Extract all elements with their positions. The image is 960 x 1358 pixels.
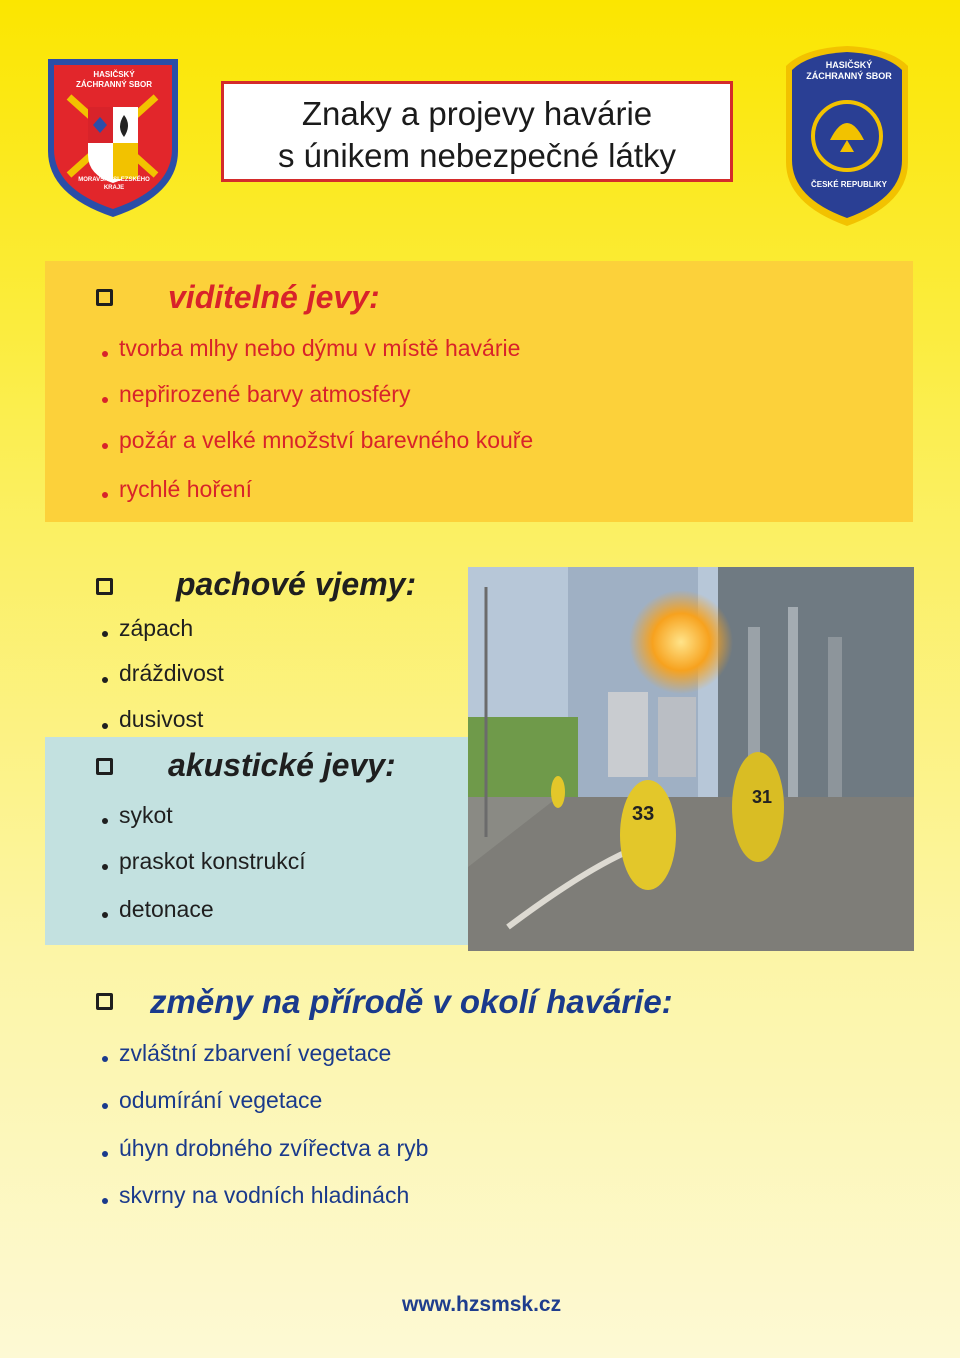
checkbox-icon [96, 758, 113, 775]
acoustic-item: sykot [119, 802, 173, 828]
nature-item: úhyn drobného zvířectva a ryb [119, 1135, 429, 1161]
bullet-icon [102, 677, 108, 683]
bullet-icon [102, 1198, 108, 1204]
acoustic-item: detonace [119, 896, 214, 922]
checkbox-icon [96, 289, 113, 306]
logo-left-text-top: HASIČSKÝ ZÁCHRANNÝ SBOR [76, 70, 152, 89]
visible-item: požár a velké množství barevného kouře [119, 427, 534, 453]
bullet-icon [102, 864, 108, 870]
bullet-icon [102, 818, 108, 824]
hazmat-photo [468, 567, 914, 951]
title-line2: s únikem nebezpečné látky [277, 137, 677, 174]
smell-item: zápach [119, 615, 194, 641]
bullet-icon [102, 443, 108, 449]
acoustic-item: praskot konstrukcí [119, 848, 306, 874]
nature-item: zvláštní zbarvení vegetace [119, 1040, 392, 1066]
nature-item: odumírání vegetace [119, 1087, 323, 1113]
bullet-icon [102, 631, 108, 637]
logo-right-text-top: HASIČSKÝ ZÁCHRANNÝ SBOR [806, 60, 892, 81]
bullet-icon [102, 1056, 108, 1062]
visible-item: nepřirozené barvy atmosféry [119, 381, 411, 407]
nature-item: skvrny na vodních hladinách [119, 1182, 410, 1208]
bullet-icon [102, 397, 108, 403]
suit-number-33: 33 [632, 803, 655, 825]
checkbox-icon [96, 578, 113, 595]
logo-right-text-bottom: ČESKÉ REPUBLIKY [810, 180, 887, 189]
suit-number-31: 31 [752, 787, 773, 807]
smell-heading: pachové vjemy: [176, 566, 417, 602]
smell-item: dráždivost [119, 660, 224, 686]
acoustic-heading: akustické jevy: [168, 747, 396, 783]
nature-heading: změny na přírodě v okolí havárie: [150, 983, 673, 1020]
checkbox-icon [96, 993, 113, 1010]
smell-item: dusivost [119, 706, 204, 732]
title-box [221, 81, 733, 182]
bullet-icon [102, 1103, 108, 1109]
bullet-icon [102, 912, 108, 918]
logo-left-text-bottom: MORAVSKOSLEZSKÉHO KRAJE [78, 177, 150, 191]
visible-item: tvorba mlhy nebo dýmu v místě havárie [119, 335, 521, 361]
bullet-icon [102, 723, 108, 729]
bullet-icon [102, 351, 108, 357]
visible-item: rychlé hoření [119, 476, 252, 502]
visible-heading: viditelné jevy: [168, 279, 380, 315]
title-line1: Znaky a projevy havárie [301, 95, 653, 132]
website-link[interactable]: www.hzsmsk.cz [402, 1293, 562, 1316]
bullet-icon [102, 492, 108, 498]
bullet-icon [102, 1151, 108, 1157]
